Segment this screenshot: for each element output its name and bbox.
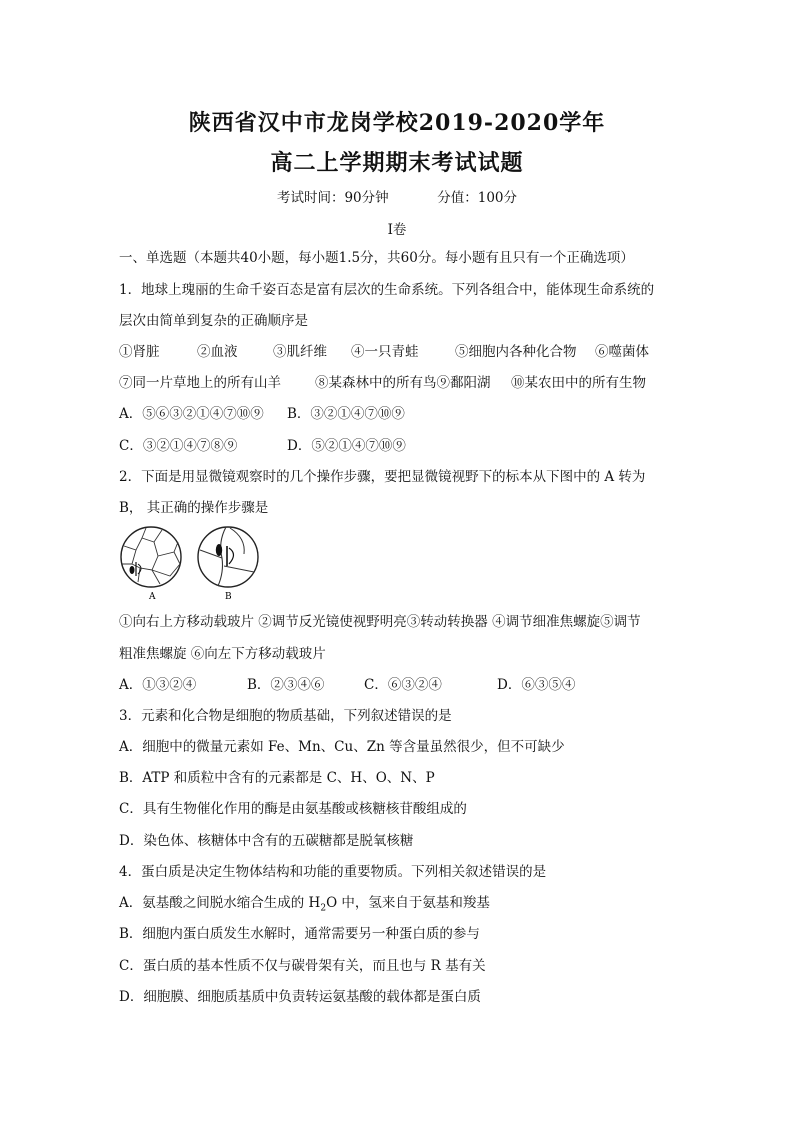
q2-steps-line-1: ①向右上方移动载玻片 ②调节反光镜使视野明亮③转动转换器 ④调节细准焦螺旋⑤调节 [119,614,641,630]
q2-stem-line-1: 2．下面是用显微镜观察时的几个操作步骤，要把显微镜视野下的标本从下图中的 A 转为 [119,469,646,485]
q2-option-c[interactable]: C．⑥③②④ [364,677,442,693]
q1-option-c[interactable]: C．③②①④⑦⑧⑨ [119,438,238,454]
q3-option-c[interactable]: C．具有生物催化作用的酶是由氨基酸或核糖核苷酸组成的 [119,801,467,817]
q3-option-a[interactable]: A．细胞中的微量元素如 Fe、Mn、Cu、Zn 等含量虽然很少，但不可缺少 [119,739,565,755]
q1-items-line-2 [119,374,646,392]
title-line-1: 陕西省汉中市龙岗学校2019-2020学年 [188,110,606,136]
q1-item: ③肌纤维 [273,344,327,360]
q2-option-b[interactable]: B．②③④⑥ [247,677,325,693]
q3-stem: 3．元素和化合物是细胞的物质基础，下列叙述错误的是 [119,708,452,724]
q1-options-line-1 [119,405,405,423]
field-b [198,527,258,587]
section-heading: 一、单选题（本题共40小题，每小题1.5分，共60分。每小题有且只有一个正确选项） [119,250,634,266]
q4-option-a[interactable] [119,894,490,918]
volume-label: Ⅰ卷 [387,222,407,238]
q1-item: ⑧某森林中的所有鸟⑨鄱阳湖 [315,375,491,391]
q1-items-line-1 [119,343,649,361]
q1-item: ⑤细胞内各种化合物 [455,344,577,360]
q1-option-d[interactable]: D．⑤②①④⑦⑩⑨ [287,438,406,454]
q1-stem-line-2: 层次由简单到复杂的正确顺序是 [119,313,308,329]
q2-steps-line-2: 粗准焦螺旋 ⑥向左下方移动载玻片 [119,646,326,662]
q2-option-d[interactable]: D．⑥③⑤④ [497,677,576,693]
q1-stem-line-1: 1．地球上瑰丽的生命千姿百态是富有层次的生命系统。下列各组合中，能体现生命系统的 [119,282,655,298]
q3-option-d[interactable]: D．染色体、核糖体中含有的五碳糖都是脱氧核糖 [119,833,414,849]
figure-label-a: A [149,592,156,602]
q4-option-c[interactable]: C．蛋白质的基本性质不仅与碳骨架有关，而且也与 R 基有关 [119,958,486,974]
q4-option-a-subscript: 2 [320,903,327,914]
exam-score: 分值：100分 [437,190,518,206]
q1-option-b[interactable]: B．③②①④⑦⑩⑨ [287,406,405,422]
microscope-field-figure [118,524,278,604]
q1-options-line-2 [119,437,406,455]
q1-item: ⑩某农田中的所有生物 [511,375,646,391]
title-line-2: 高二上学期期末考试试题 [270,150,524,176]
q1-item: ②血液 [197,344,238,360]
q2-options-line [119,676,575,694]
q4-option-a-text-post: O 中，氢来自于氨基和羧基 [326,895,490,911]
q3-option-b[interactable]: B．ATP 和质粒中含有的元素都是 C、H、O、N、P [119,770,435,786]
q1-option-a[interactable]: A．⑤⑥③②①④⑦⑩⑨ [119,406,264,422]
q2-stem-line-2: B， 其正确的操作步骤是 [119,500,269,516]
q4-option-b[interactable]: B．细胞内蛋白质发生水解时，通常需要另一种蛋白质的参与 [119,926,480,942]
figure-label-b: B [225,592,232,602]
q1-item: ⑥噬菌体 [595,344,649,360]
q4-option-d[interactable]: D．细胞膜、细胞质基质中负责转运氨基酸的载体都是蛋白质 [119,989,481,1005]
q1-item: ⑦同一片草地上的所有山羊 [119,375,281,391]
q1-item: ①肾脏 [119,344,160,360]
field-a [121,527,181,587]
q2-option-a[interactable]: A．①③②④ [119,677,197,693]
exam-info [0,186,794,206]
q4-stem: 4．蛋白质是决定生物体结构和功能的重要物质。下列相关叙述错误的是 [119,864,547,880]
exam-time: 考试时间：90分钟 [276,190,389,206]
q4-option-a-text-pre: A．氨基酸之间脱水缩合生成的 H [119,895,321,911]
q1-item: ④一只青蛙 [351,344,419,360]
